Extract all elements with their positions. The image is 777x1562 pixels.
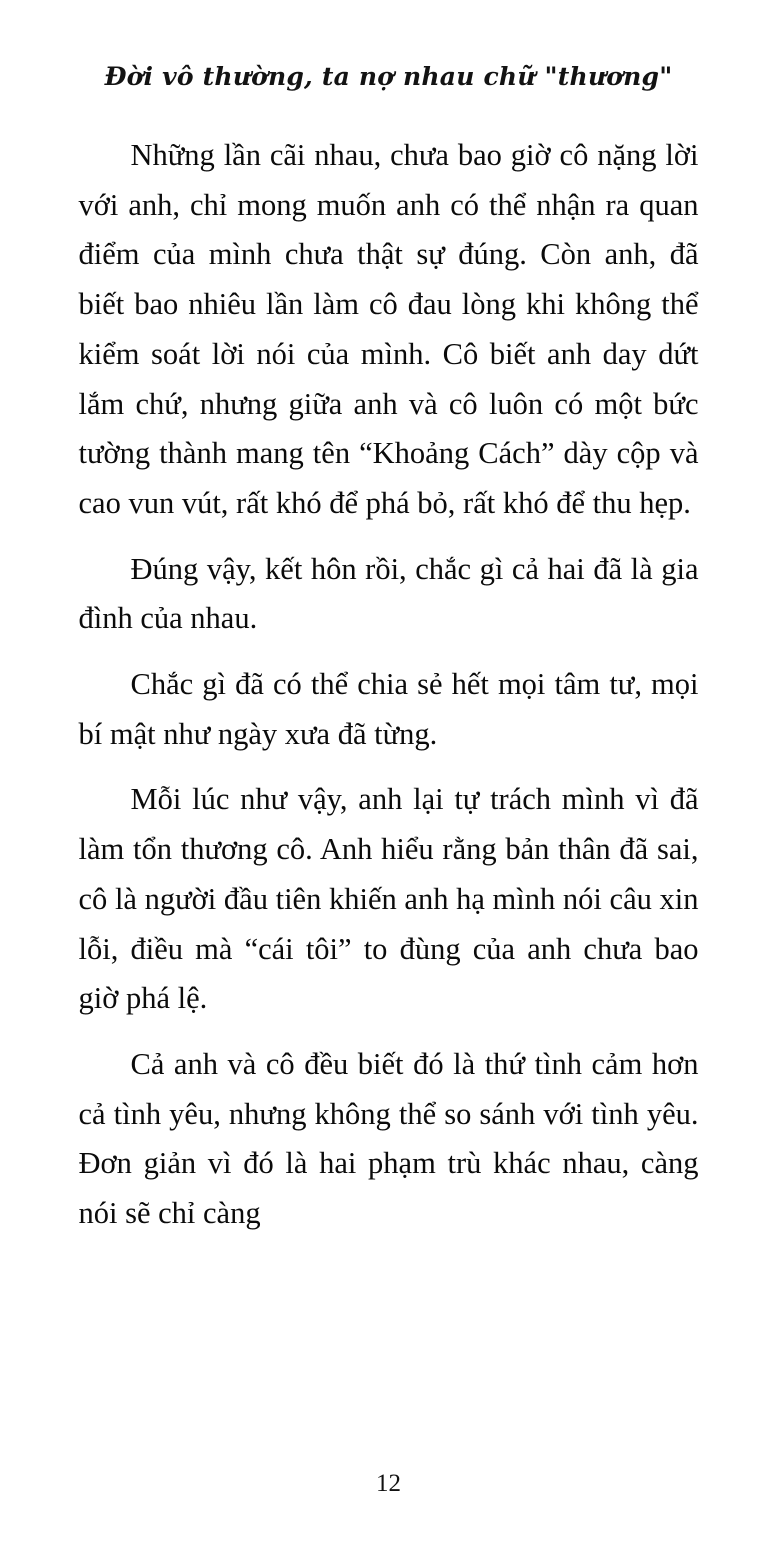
- paragraph: Cả anh và cô đều biết đó là thứ tình cảm hơn cả tình yêu, nhưng không thể so sánh với tình yêu. Đơn giản vì đó là hai phạm trù khác nhau, càng nói sẽ chỉ càng: [78, 1046, 699, 1231]
- page-body: [79, 91, 699, 1239]
- paragraph: Mỗi lúc như vậy, anh lại tự trách mình vì đã làm tổn thương cô. Anh hiểu rằng bản thân đã sai, cô là người đầu tiên khiến anh hạ mình nói câu xin lỗi, điều mà “cái tôi” to đùng của anh chưa bao giờ phá lệ.: [78, 782, 699, 1016]
- running-head: Đời vô thường, ta nợ nhau chữ "thương": [104, 62, 673, 91]
- paragraph: Chắc gì đã có thể chia sẻ hết mọi tâm tư, mọi bí mật như ngày xưa đã từng.: [78, 667, 699, 751]
- book-page: [0, 62, 777, 1562]
- paragraph: Đúng vậy, kết hôn rồi, chắc gì cả hai đã là gia đình của nhau.: [78, 551, 699, 636]
- paragraph: Những lần cãi nhau, chưa bao giờ cô nặng lời với anh, chỉ mong muốn anh có thể nhận ra quan điểm của mình chưa thật sự đúng. Còn anh, đã biết bao nhiêu lần làm cô đau lòng khi không thể kiểm soát lời nói của mình. Cô biết anh day dứt lắm chứ, nhưng giữa anh và cô luôn có một bức tường thành mang tên “Khoảng Cách” dày cộp và cao vun vút, rất khó để phá bỏ, rất khó để thu hẹp.: [78, 138, 699, 520]
- page-number: 12: [376, 1470, 401, 1497]
